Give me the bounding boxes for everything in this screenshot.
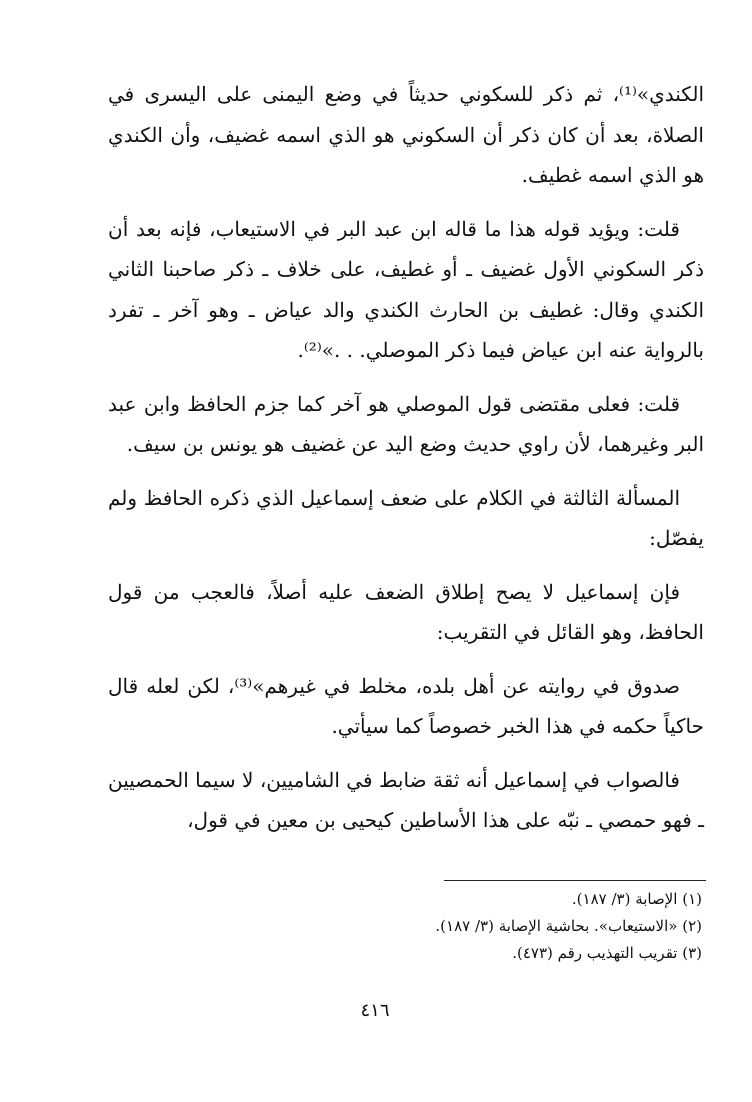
footnote-3: (٣) تقريب التهذيب رقم (٤٧٣).: [512, 944, 702, 962]
paragraph-5: فإن إسماعيل لا يصح إطلاق الضعف عليه أصلاً، فالعجب من قول الحافظ، وهو القائل في التقريب:: [108, 579, 704, 644]
paragraph-1: الكندي»⁽¹⁾، ثم ذكر للسكوني حديثاً في وضع اليمنى على اليسرى في الصلاة، بعد أن كان ذكر أن السكوني هو الذي اسمه غضيف، وأن الكندي هو الذي اسمه غطيف.: [108, 82, 704, 187]
main-text: [108, 74, 704, 854]
paragraph-2: قلت: ويؤيد قوله هذا ما قاله ابن عبد البر في الاستيعاب، فإنه بعد أن ذكر السكوني الأول غضيف ـ أو غطيف، على خلاف ـ ذكر صاحبنا الثاني الكندي وقال: غطيف بن الحارث الكندي والد عياض ـ وهو آخر ـ تفرد بالرواية عنه ابن عياض فيما ذكر الموصلي. . .»⁽²⁾.: [108, 216, 704, 362]
footnote-divider: [444, 880, 706, 881]
page-number: ٤١٦: [360, 1000, 390, 1021]
paragraph-4: المسألة الثالثة في الكلام على ضعف إسماعيل الذي ذكره الحافظ ولم يفصّل:: [108, 485, 704, 550]
footnote-2: (٢) «الاستيعاب». بحاشية الإصابة (٣/ ١٨٧).: [435, 917, 702, 935]
paragraph-3: قلت: فعلى مقتضى قول الموصلي هو آخر كما جزم الحافظ وابن عبد البر وغيرهما، لأن راوي حديث وضع اليد عن غضيف هو يونس بن سيف.: [108, 391, 704, 456]
paragraph-6: صدوق في روايته عن أهل بلده، مخلط في غيرهم»⁽³⁾، لكن لعله قال حاكياً حكمه في هذا الخبر خصوصاً كما سيأتي.: [108, 673, 704, 738]
footnote-1: (١) الإصابة (٣/ ١٨٧).: [571, 890, 702, 908]
paragraph-7: فالصواب في إسماعيل أنه ثقة ضابط في الشاميين، لا سيما الحمصيين ـ فهو حمصي ـ نبّه على هذا الأساطين كيحيى بن معين في قول،: [108, 767, 704, 832]
footnotes: [108, 886, 702, 967]
